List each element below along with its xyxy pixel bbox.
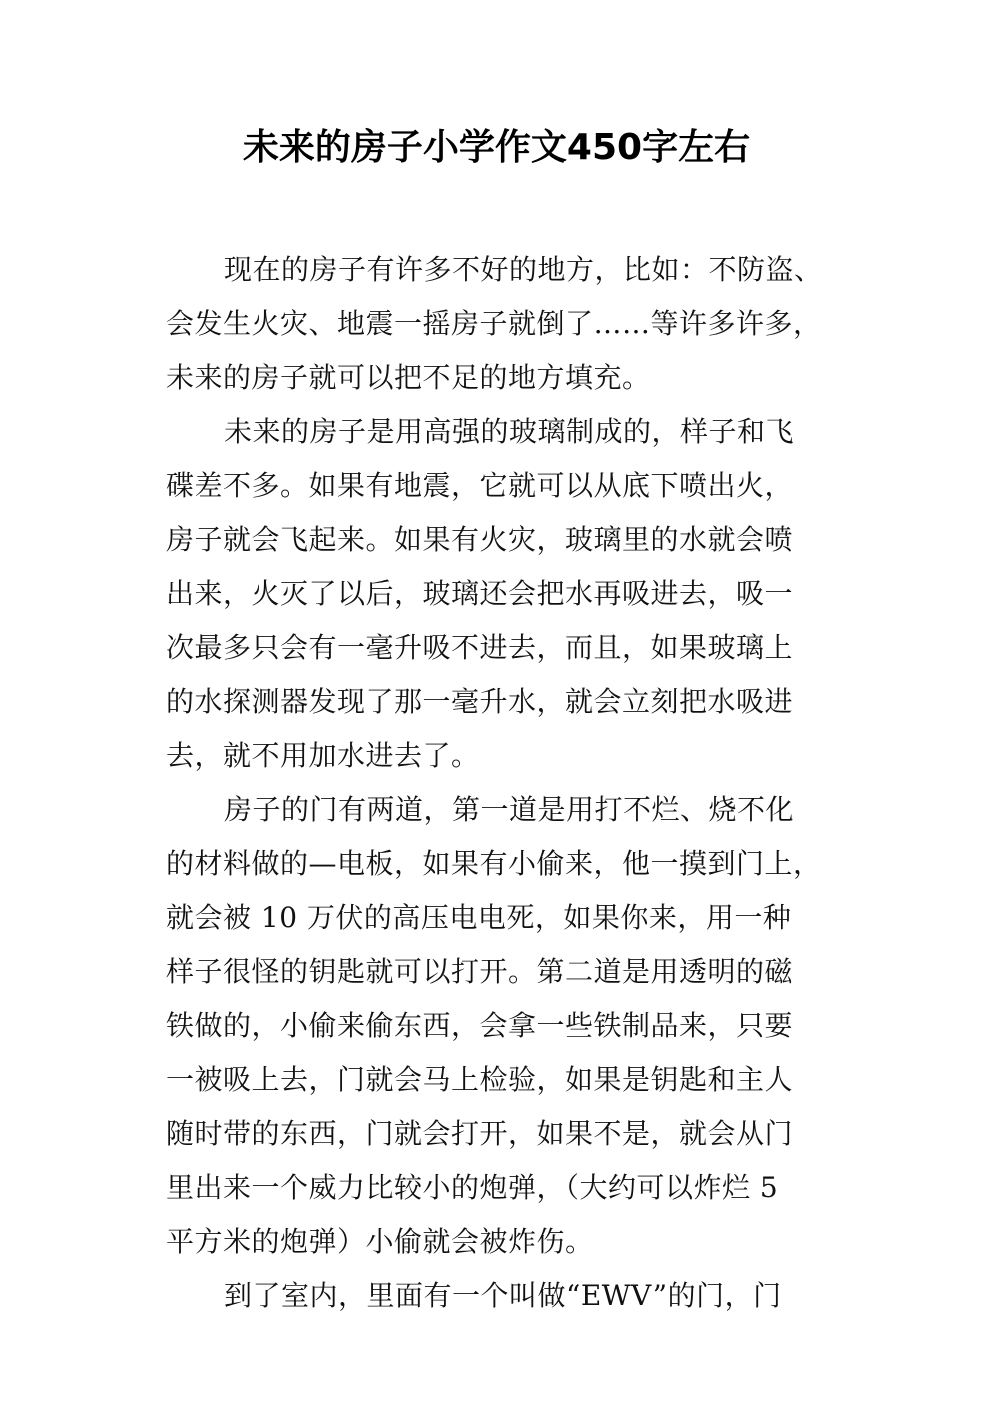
text-line: 未来的房子是用高强的玻璃制成的，样子和飞	[224, 415, 795, 448]
text-line: 的材料做的—电板，如果有小偷来，他一摸到门上，	[166, 847, 822, 880]
document-body	[166, 243, 846, 1323]
paragraph-3	[166, 783, 846, 1269]
text-line: 房子的门有两道，第一道是用打不烂、烧不化	[224, 793, 795, 826]
text-line: 未来的房子就可以把不足的地方填充。	[166, 361, 651, 394]
text-line: 样子很怪的钥匙就可以打开。第二道是用透明的磁	[166, 955, 794, 988]
paragraph-1	[166, 243, 846, 405]
text-line: 房子就会飞起来。如果有火灾，玻璃里的水就会喷	[166, 523, 794, 556]
paragraph-2	[166, 405, 846, 783]
text-line: 平方米的炮弹）小偷就会被炸伤。	[166, 1225, 594, 1258]
text-line: 就会被 10 万伏的高压电电死，如果你来，用一种	[166, 901, 792, 934]
text-line: 碟差不多。如果有地震，它就可以从底下喷出火，	[166, 469, 794, 502]
document-title: 未来的房子小学作文450字左右	[242, 127, 751, 168]
text-line: 会发生火灾、地震一摇房子就倒了……等许多许多，	[166, 307, 822, 340]
text-line: 随时带的东西，门就会打开，如果不是，就会从门	[166, 1117, 794, 1150]
text-line: 里出来一个威力比较小的炮弹，（大约可以炸烂 5	[166, 1171, 779, 1204]
text-line: 出来，火灭了以后，玻璃还会把水再吸进去，吸一	[166, 577, 794, 610]
text-line: 的水探测器发现了那一毫升水，就会立刻把水吸进	[166, 685, 794, 718]
text-line: 到了室内，里面有一个叫做“EWV”的门，门	[224, 1279, 782, 1312]
text-line: 铁做的，小偷来偷东西，会拿一些铁制品来，只要	[166, 1009, 794, 1042]
text-line: 一被吸上去，门就会马上检验，如果是钥匙和主人	[166, 1063, 794, 1096]
text-line: 次最多只会有一毫升吸不进去，而且，如果玻璃上	[166, 631, 794, 664]
text-line: 现在的房子有许多不好的地方，比如：不防盗、	[224, 253, 823, 286]
paragraph-4	[166, 1269, 846, 1323]
text-line: 去，就不用加水进去了。	[166, 739, 480, 772]
